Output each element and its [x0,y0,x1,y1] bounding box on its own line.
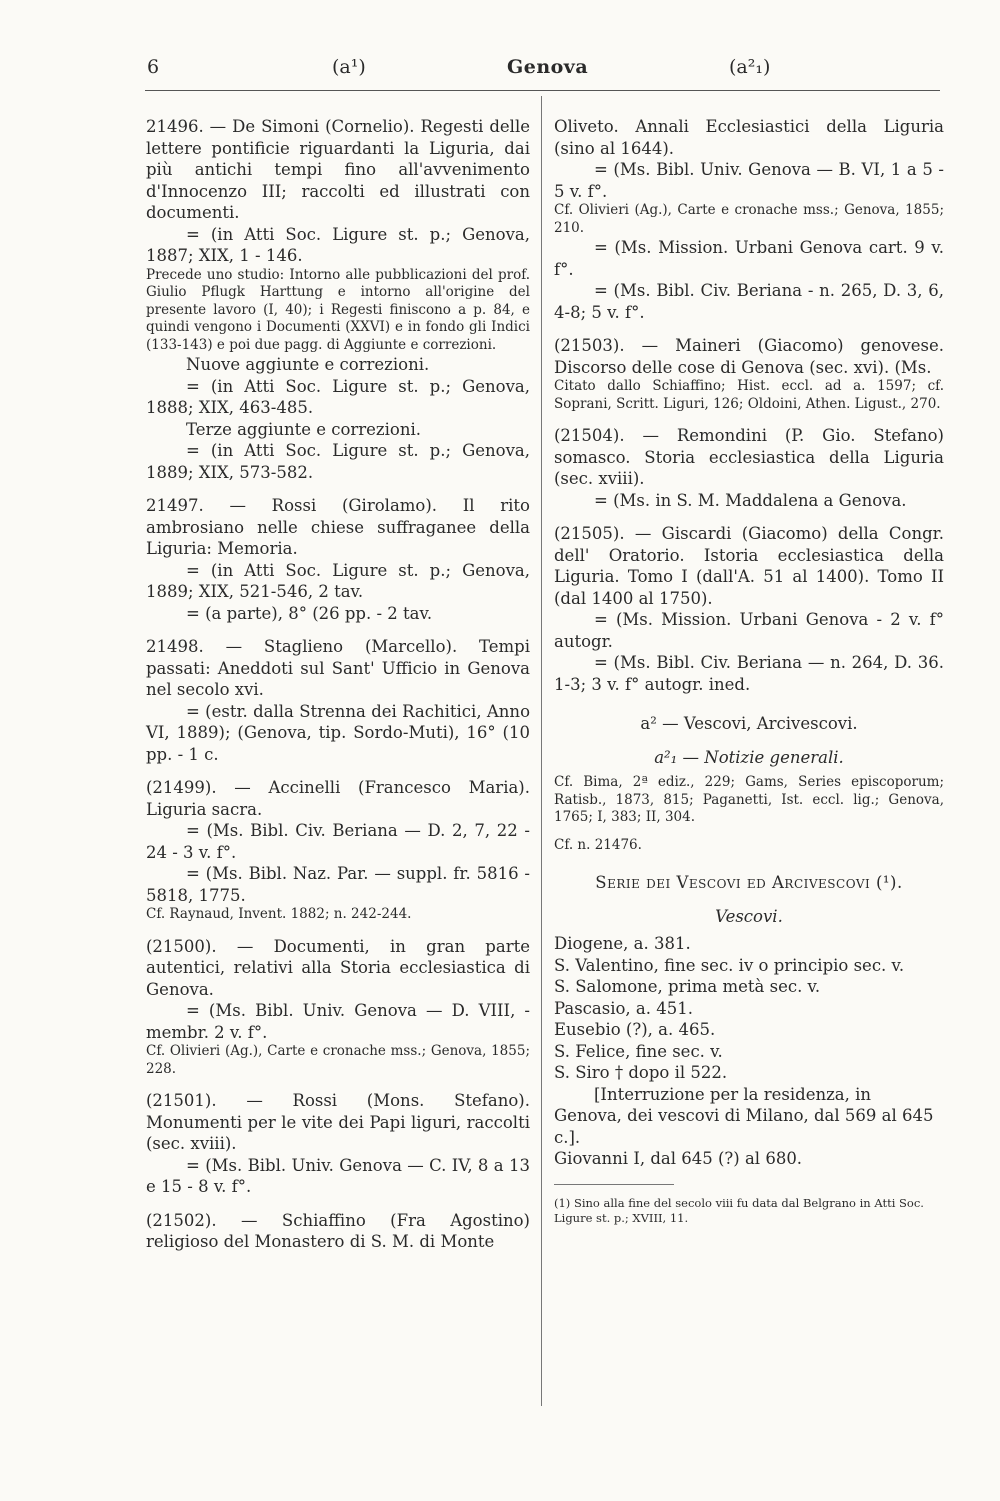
page-number: 6 [147,56,160,78]
entry-head: 21497. — Rossi (Girolamo). Il rito ambrosiano nelle chiese suffraganee della Liguria: Memoria. [146,496,530,558]
list-item: S. Siro † dopo il 522. [554,1063,728,1082]
entry-ref: = (Ms. Bibl. Univ. Genova — C. IV, 8 a 13 e 15 - 8 v. f°. [146,1155,530,1196]
running-header [0,56,1000,90]
notizie-note: Cf. Bima, 2ª ediz., 229; Gams, Series episcoporum; Ratisb., 1873, 815; Paganetti, Ist. eccl. lig.; Genova, 1765; I, 383; II, 304. [554,774,944,825]
entry-21500 [146,936,530,1079]
list-item: Pascasio, a. 451. [554,998,693,1018]
entry-ref: = (Ms. Bibl. Civ. Beriana — D. 2, 7, 22 - 24 - 3 v. f°. [146,821,530,862]
entry-extra: Nuove aggiunte e correzioni. [186,355,430,374]
right-section-mark: (a²₁) [729,56,771,78]
entry-21499 [146,777,530,924]
entry-21498 [146,636,530,765]
list-item: S. Salomone, prima metà sec. v. [554,977,821,996]
entry-ref: = (in Atti Soc. Ligure st. p.; Genova, 1889; XIX, 521-546, 2 tav. [146,560,530,601]
list-item: S. Valentino, fine sec. iv o principio sec. v. [554,955,905,975]
entry-head: 21496. — De Simoni (Cornelio). Regesti delle lettere pontificie riguardanti la Liguria, dai più antichi tempi fino all'avvenimento d'Innocenzo III; raccolti ed illustrati con documenti. [146,117,530,222]
entry-head: 21498. — Staglieno (Marcello). Tempi passati: Aneddoti sul Sant' Ufficio in Genova nel secolo xvi. [146,637,530,699]
entry-ref: = (a parte), 8° (26 pp. - 2 tav. [186,603,433,623]
entry-21502-cont [554,116,944,323]
entry-note: Citato dallo Schiaffino; Hist. eccl. ad a. 1597; cf. Soprani, Scritt. Liguri, 126; Oldoini, Athen. Ligust., 270. [554,378,944,412]
entry-21501 [146,1090,530,1198]
list-item: Diogene, a. 381. [554,934,691,953]
entry-ref: = (Ms. in S. M. Maddalena a Genova. [594,490,907,510]
entry-head: (21499). — Accinelli (Francesco Maria). Liguria sacra. [146,778,530,819]
entry-ref: = (Ms. Bibl. Civ. Beriana — n. 264, D. 36. 1-3; 3 v. f° autogr. ined. [554,653,944,694]
serie-subtitle: Vescovi. [715,906,783,926]
entry-ref: = (Ms. Bibl. Univ. Genova — B. VI, 1 a 5 - 5 v. f°. [554,160,944,201]
footnote: (1) Sino alla fine del secolo viii fu data dal Belgrano in Atti Soc. Ligure st. p.; XVIII, 11. [554,1196,924,1225]
section-heading-a21: a²₁ — Notizie generali. [654,747,844,767]
list-item: Eusebio (?), a. 465. [554,1020,716,1039]
section-heading-a2: a² — Vescovi, Arcivescovi. [640,714,858,733]
entry-21502 [146,1210,530,1253]
entry-21497 [146,495,530,624]
entry-note: Cf. Olivieri (Ag.), Carte e cronache mss.; Genova, 1855; 210. [554,202,944,236]
list-item: S. Felice, fine sec. v. [554,1041,723,1061]
entry-head: Oliveto. Annali Ecclesiastici della Liguria (sino al 1644). [554,117,944,158]
entry-21505 [554,523,944,695]
left-column [146,116,530,1265]
entry-ref: = (in Atti Soc. Ligure st. p.; Genova, 1887; XIX, 1 - 146. [146,224,530,265]
entry-ref: = (Ms. Bibl. Civ. Beriana - n. 265, D. 3, 6, 4-8; 5 v. f°. [554,281,944,322]
entry-head: (21502). — Schiaffino (Fra Agostino) religioso del Monastero di S. M. di Monte [146,1210,530,1251]
list-item: Giovanni I, dal 645 (?) al 680. [554,1149,803,1168]
entry-ref: = (Ms. Bibl. Naz. Par. — suppl. fr. 5816 - 5818, 1775. [146,864,530,905]
entry-extra: = (in Atti Soc. Ligure st. p.; Genova, 1889; XIX, 573-582. [146,441,530,482]
entry-extra: Terze aggiunte e correzioni. [186,419,421,439]
entry-ref: = (Ms. Mission. Urbani Genova cart. 9 v. f°. [554,238,944,279]
list-item: [Interruzione per la residenza, in Genova, dei vescovi di Milano, dal 569 al 645 c.]. [554,1084,934,1147]
column-divider [541,96,542,1406]
entry-ref: = (estr. dalla Strenna dei Rachitici, Anno VI, 1889); (Genova, tip. Sordo-Muti), 16° (10 pp. - 1 c. [146,701,530,764]
entry-head: (21503). — Maineri (Giacomo) genovese. Discorso delle cose di Genova (sec. xvi). (Ms. [554,336,944,377]
entry-21496 [146,116,530,483]
footnote-rule [554,1184,674,1185]
notizie-cf: Cf. n. 21476. [554,836,642,853]
entry-21503 [554,335,944,413]
entry-head: (21501). — Rossi (Mons. Stefano). Monumenti per le vite dei Papi liguri, raccolti (sec. xviii). [146,1091,530,1153]
entry-head: (21504). — Remondini (P. Gio. Stefano) somasco. Storia ecclesiastica della Liguria (sec. xviii). [554,426,944,488]
serie-title: Serie dei Vescovi ed Arcivescovi (¹). [595,873,903,892]
entry-note: Cf. Olivieri (Ag.), Carte e cronache mss.; Genova, 1855; 228. [146,1043,530,1077]
header-rule [145,90,940,91]
entry-head: (21500). — Documenti, in gran parte autentici, relativi alla Storia ecclesiastica di Genova. [146,936,530,999]
entry-note: Cf. Raynaud, Invent. 1882; n. 242-244. [146,906,412,922]
page-title: Genova [507,56,589,78]
entry-head: (21505). — Giscardi (Giacomo) della Congr. dell' Oratorio. Istoria ecclesiastica della Liguria. Tomo I (dall'A. 51 al 1400). Tomo II (dal 1400 al 1750). [554,524,944,608]
right-column [554,116,944,1238]
vescovi-list [554,933,944,1170]
left-section-mark: (a¹) [332,56,366,78]
entry-21504 [554,425,944,511]
entry-note: Precede uno studio: Intorno alle pubblicazioni del prof. Giulio Pflugk Harttung e intorno all'origine del presente lavoro (I, 40); i Regesti finiscono a p. 84, e quindi vengono i Documenti (XXVI) e in fondo gli Indici (133-143) e poi due pagg. di Aggiunte e correzioni. [146,266,530,353]
entry-ref: = (Ms. Bibl. Univ. Genova — D. VIII, - membr. 2 v. f°. [146,1001,530,1042]
entry-extra: = (in Atti Soc. Ligure st. p.; Genova, 1888; XIX, 463-485. [146,376,530,417]
entry-ref: = (Ms. Mission. Urbani Genova - 2 v. f° autogr. [554,610,944,651]
